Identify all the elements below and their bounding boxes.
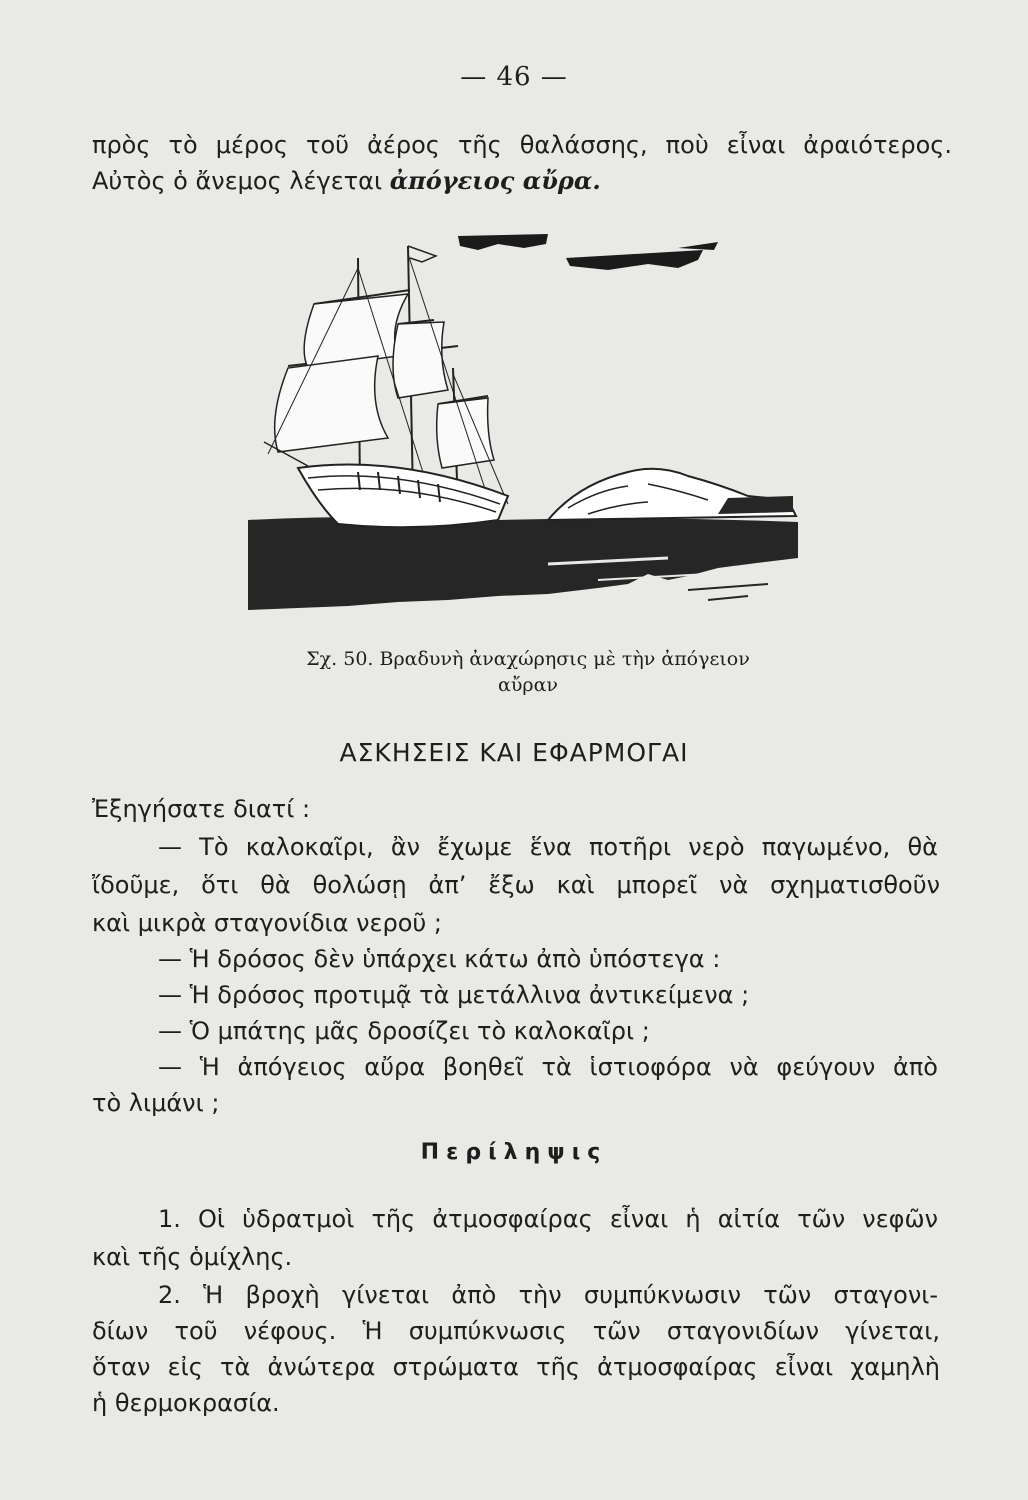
exercise-line: — Ὁ μπάτης μᾶς δροσίζει τὸ καλοκαῖρι ; <box>158 1017 650 1045</box>
summary-line: 1. Οἱ ὑδρατμοὶ τῆς ἀτμοσφαίρας εἶναι ἡ αἰτία τῶν νεφῶν <box>158 1205 938 1233</box>
intro-line-2 <box>92 164 952 198</box>
exercise-line: — Ἡ ἀπόγειος αὔρα βοηθεῖ τὰ ἱστιοφόρα νὰ φεύγουν ἀπὸ <box>158 1053 938 1081</box>
summary-line: ὅταν εἰς τὰ ἀνώτερα στρώματα τῆς ἀτμοσφαίρας εἶναι χαμηλὴ <box>92 1353 940 1381</box>
summary-line: δίων τοῦ νέφους. Ἡ συμπύκνωσις τῶν σταγονιδίων γίνεται, <box>92 1317 940 1345</box>
sailing-ship-illustration <box>248 228 798 628</box>
figure-caption-line-2: αὔραν <box>498 674 558 696</box>
exercise-line: — Τὸ καλοκαῖρι, ἂν ἔχωμε ἕνα ποτῆρι νερὸ παγωμένο, θὰ <box>158 833 938 861</box>
figure-caption-line-1: Σχ. 50. Βραδυνὴ ἀναχώρησις μὲ τὴν ἀπόγειον <box>306 648 750 670</box>
exercises-heading: ΑΣΚΗΣΕΙΣ ΚΑΙ ΕΦΑΡΜΟΓΑΙ <box>339 738 689 767</box>
exercise-line: καὶ μικρὰ σταγονίδια νεροῦ ; <box>92 909 442 937</box>
summary-heading: Περίληψις <box>420 1140 608 1165</box>
exercise-line: — Ἡ δρόσος προτιμᾷ τὰ μετάλλινα ἀντικείμενα ; <box>158 981 750 1009</box>
exercise-line: Ἐξηγήσατε διατί : <box>92 795 311 823</box>
summary-line: καὶ τῆς ὁμίχλης. <box>92 1243 293 1271</box>
exercise-line: τὸ λιμάνι ; <box>92 1089 220 1117</box>
page-number: — 46 — <box>460 62 568 92</box>
intro-text: Αὐτὸς ὁ ἄνεμος λέγεται <box>92 167 390 195</box>
summary-line: 2. Ἡ βροχὴ γίνεται ἀπὸ τὴν συμπύκνωσιν τῶν σταγονι- <box>158 1281 938 1309</box>
intro-line-1: πρὸς τὸ μέρος τοῦ ἀέρος τῆς θαλάσσης, ποὺ εἶναι ἀραιότερος. <box>92 131 952 159</box>
apogeios-aura-term: ἀπόγειος αὔρα. <box>389 166 601 195</box>
exercise-line: ἴδοῦμε, ὅτι θὰ θολώσῃ ἀπ’ ἔξω καὶ μπορεῖ νὰ σχηματισθοῦν <box>92 871 940 899</box>
summary-line: ἡ θερμοκρασία. <box>92 1389 280 1417</box>
exercise-line: — Ἡ δρόσος δὲν ὑπάρχει κάτω ἀπὸ ὑπόστεγα : <box>158 945 721 973</box>
